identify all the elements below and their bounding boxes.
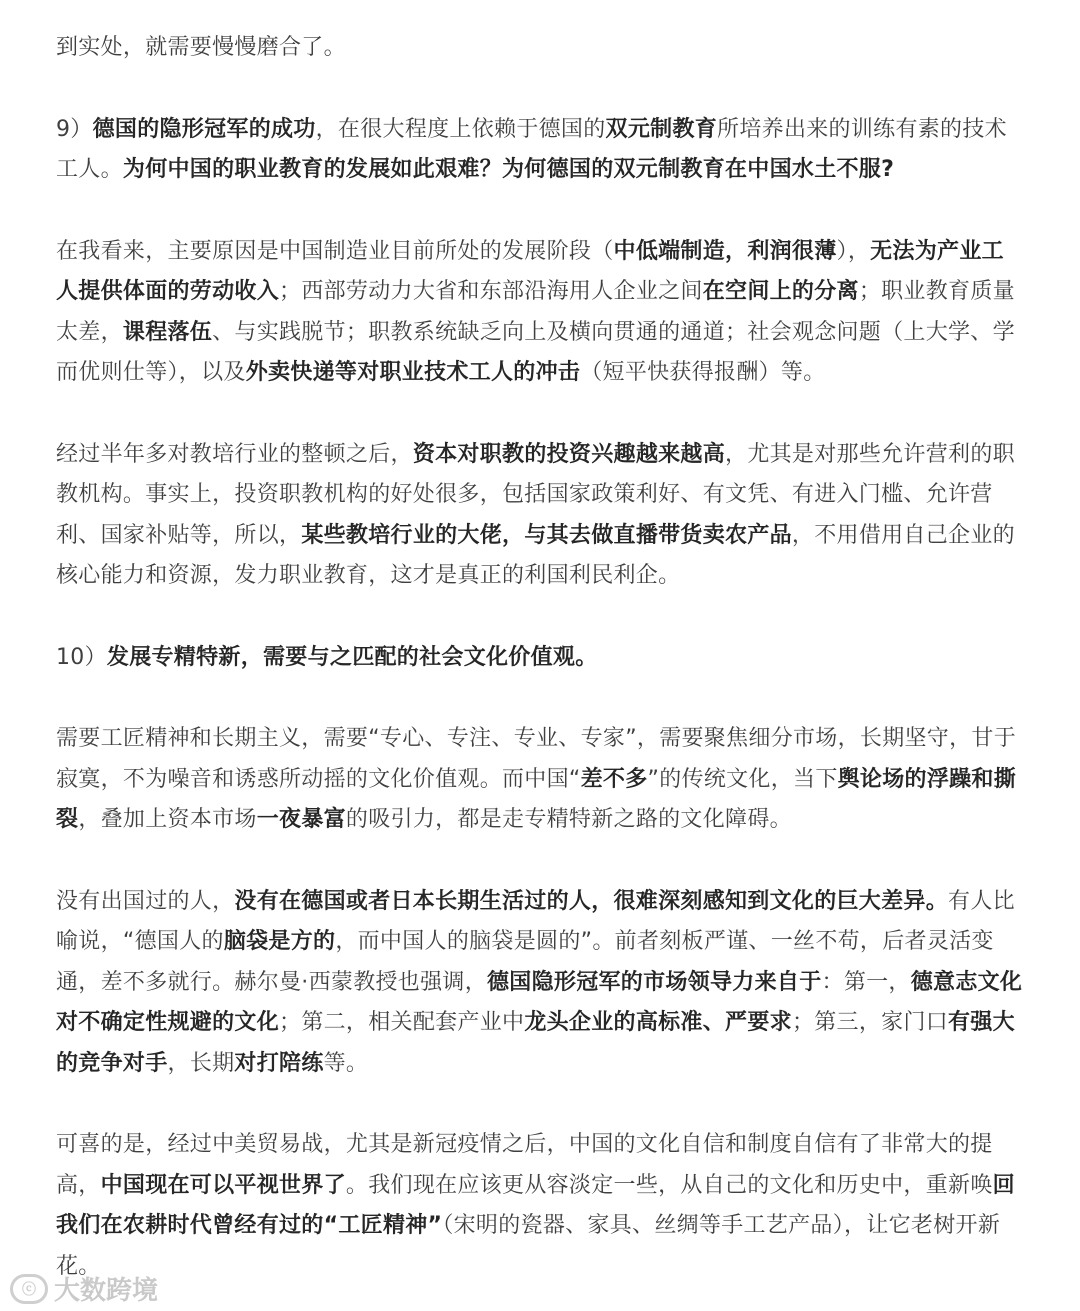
- bold-text-run: 外卖快递等对职业技术工人的冲击: [245, 360, 581, 385]
- text-run: ；第三，家门口: [791, 1010, 949, 1035]
- bold-text-run: 发展专精特新，需要与之匹配的社会文化价值观。: [106, 644, 598, 670]
- text-run: 可喜的是，经过中美贸易战，尤其是新冠疫情之后，中国的文化自信和制度自信有了非常大的提高，: [56, 1132, 993, 1198]
- bold-text-run: 中低端制造，利润很薄: [613, 238, 837, 264]
- bold-text-run: 龙头企业的高标准、严要求: [524, 1010, 792, 1035]
- text-run: 有人比喻说，“德国人的: [56, 888, 1015, 954]
- text-run: ，不用借用自己企业的核心能力和资源，发力职业教育，这才是真正的利国利民利企。: [56, 522, 1015, 588]
- paragraph: [56, 719, 1024, 841]
- paragraph: [56, 435, 1024, 597]
- paragraph: [56, 638, 1024, 679]
- text-run: ，叠加上资本市场: [78, 807, 257, 832]
- text-run: 所培养出来的训练有素的技术工人。: [56, 116, 1007, 182]
- text-run: 经过半年多对教培行业的整顿之后，: [56, 441, 413, 467]
- text-run: （短平快获得报酬）等。: [580, 360, 826, 385]
- text-run: ：第一，: [821, 969, 911, 995]
- bold-text-run: 差不多: [580, 766, 648, 792]
- text-run: 10）: [56, 644, 107, 670]
- watermark: [10, 1270, 158, 1307]
- text-run: ，尤其是对那些允许营利的职教机构。事实上，投资职教机构的好处很多，包括国家政策利好、有文凭、有进入门槛、允许营利、国家补贴等，所以，: [56, 441, 1015, 548]
- paragraph: [56, 110, 1024, 191]
- text-run: ”的传统文化，当下: [647, 766, 838, 792]
- text-run: ；第二，相关配套产业中: [279, 1010, 525, 1035]
- paragraph: [56, 232, 1024, 394]
- text-run: 。我们现在应该更从容淡定一些，从自己的文化和历史中，重新唤: [345, 1172, 993, 1198]
- bold-text-run: 没有在德国或者日本长期生活过的人，很难深刻感知到文化的巨大差异。: [234, 888, 949, 914]
- bold-text-run: 双元制教育: [605, 116, 718, 142]
- bold-text-run: 为何中国的职业教育的发展如此艰难？为何德国的双元制教育在中国水土不服?: [122, 157, 895, 182]
- text-run: ；西部劳动力大省和东部沿海用人企业之间: [279, 279, 703, 304]
- bold-text-run: 回我们在农耕时代曾经有过的“工匠精神”: [56, 1172, 1015, 1238]
- paragraph: [56, 1125, 1024, 1287]
- text-run: ，在很大程度上依赖于德国的: [315, 116, 606, 142]
- text-run: （宋明的瓷器、家具、丝绸等手工艺产品），让它老树开新花。: [56, 1213, 1001, 1279]
- text-run: 需要工匠精神和长期主义，需要“专心、专注、专业、专家”，需要聚焦细分市场，长期坚守，甘于寂寞，不为噪音和诱惑所动摇的文化价值观。而中国“: [56, 726, 1016, 792]
- text-run: 在我看来，主要原因是中国制造业目前所处的发展阶段（: [56, 238, 614, 264]
- text-run: 没有出国过的人，: [56, 888, 235, 914]
- bold-text-run: 对打陪练: [234, 1050, 324, 1076]
- watermark-logo-icon: ⓒ: [10, 1274, 48, 1304]
- bold-text-run: 有强大的竞争对手: [56, 1010, 1015, 1076]
- text-run: 到实处，就需要慢慢磨合了。: [56, 35, 346, 60]
- bold-text-run: 德意志文化对不确定性规避的文化: [56, 969, 1023, 1035]
- bold-text-run: 一夜暴富: [256, 807, 346, 832]
- text-run: 的吸引力，都是走专精特新之路的文化障碍。: [345, 807, 792, 832]
- bold-text-run: 课程落伍: [122, 319, 213, 345]
- text-run: ，而中国人的脑袋是圆的”。前者刻板严谨、一丝不苟，后者灵活变通，差不多就行。赫尔曼·西蒙教授也强调，: [56, 929, 994, 995]
- bold-text-run: 德国的隐形冠军的成功: [92, 116, 316, 142]
- text-run: ），: [836, 238, 871, 264]
- text-run: ，长期: [167, 1050, 235, 1076]
- bold-text-run: 资本对职教的投资兴趣越来越高: [412, 441, 726, 467]
- text-run: 9）: [56, 116, 93, 142]
- paragraph: [56, 882, 1024, 1085]
- watermark-brand: 大数跨境: [54, 1276, 159, 1306]
- bold-text-run: 舆论场的浮躁和撕裂: [56, 766, 1017, 832]
- bold-text-run: 某些教培行业的大佬，与其去做直播带货卖农产品: [301, 522, 792, 548]
- text-run: 、与实践脱节；职教系统缺乏向上及横向贯通的通道；社会观念问题（上大学、学而优则仕等），以及: [56, 319, 1015, 385]
- bold-text-run: 德国隐形冠军的市场领导力来自于: [487, 969, 822, 995]
- text-run: ；职业教育质量太差，: [56, 279, 1015, 345]
- article-body: [56, 28, 1024, 1287]
- text-run: 等。: [323, 1050, 369, 1076]
- bold-text-run: 在空间上的分离: [702, 279, 859, 304]
- bold-text-run: 脑袋是方的: [223, 929, 336, 954]
- bold-text-run: 中国现在可以平视世界了: [100, 1172, 346, 1198]
- paragraph: [56, 28, 1024, 69]
- bold-text-run: 无法为产业工人提供体面的劳动收入: [56, 238, 1004, 304]
